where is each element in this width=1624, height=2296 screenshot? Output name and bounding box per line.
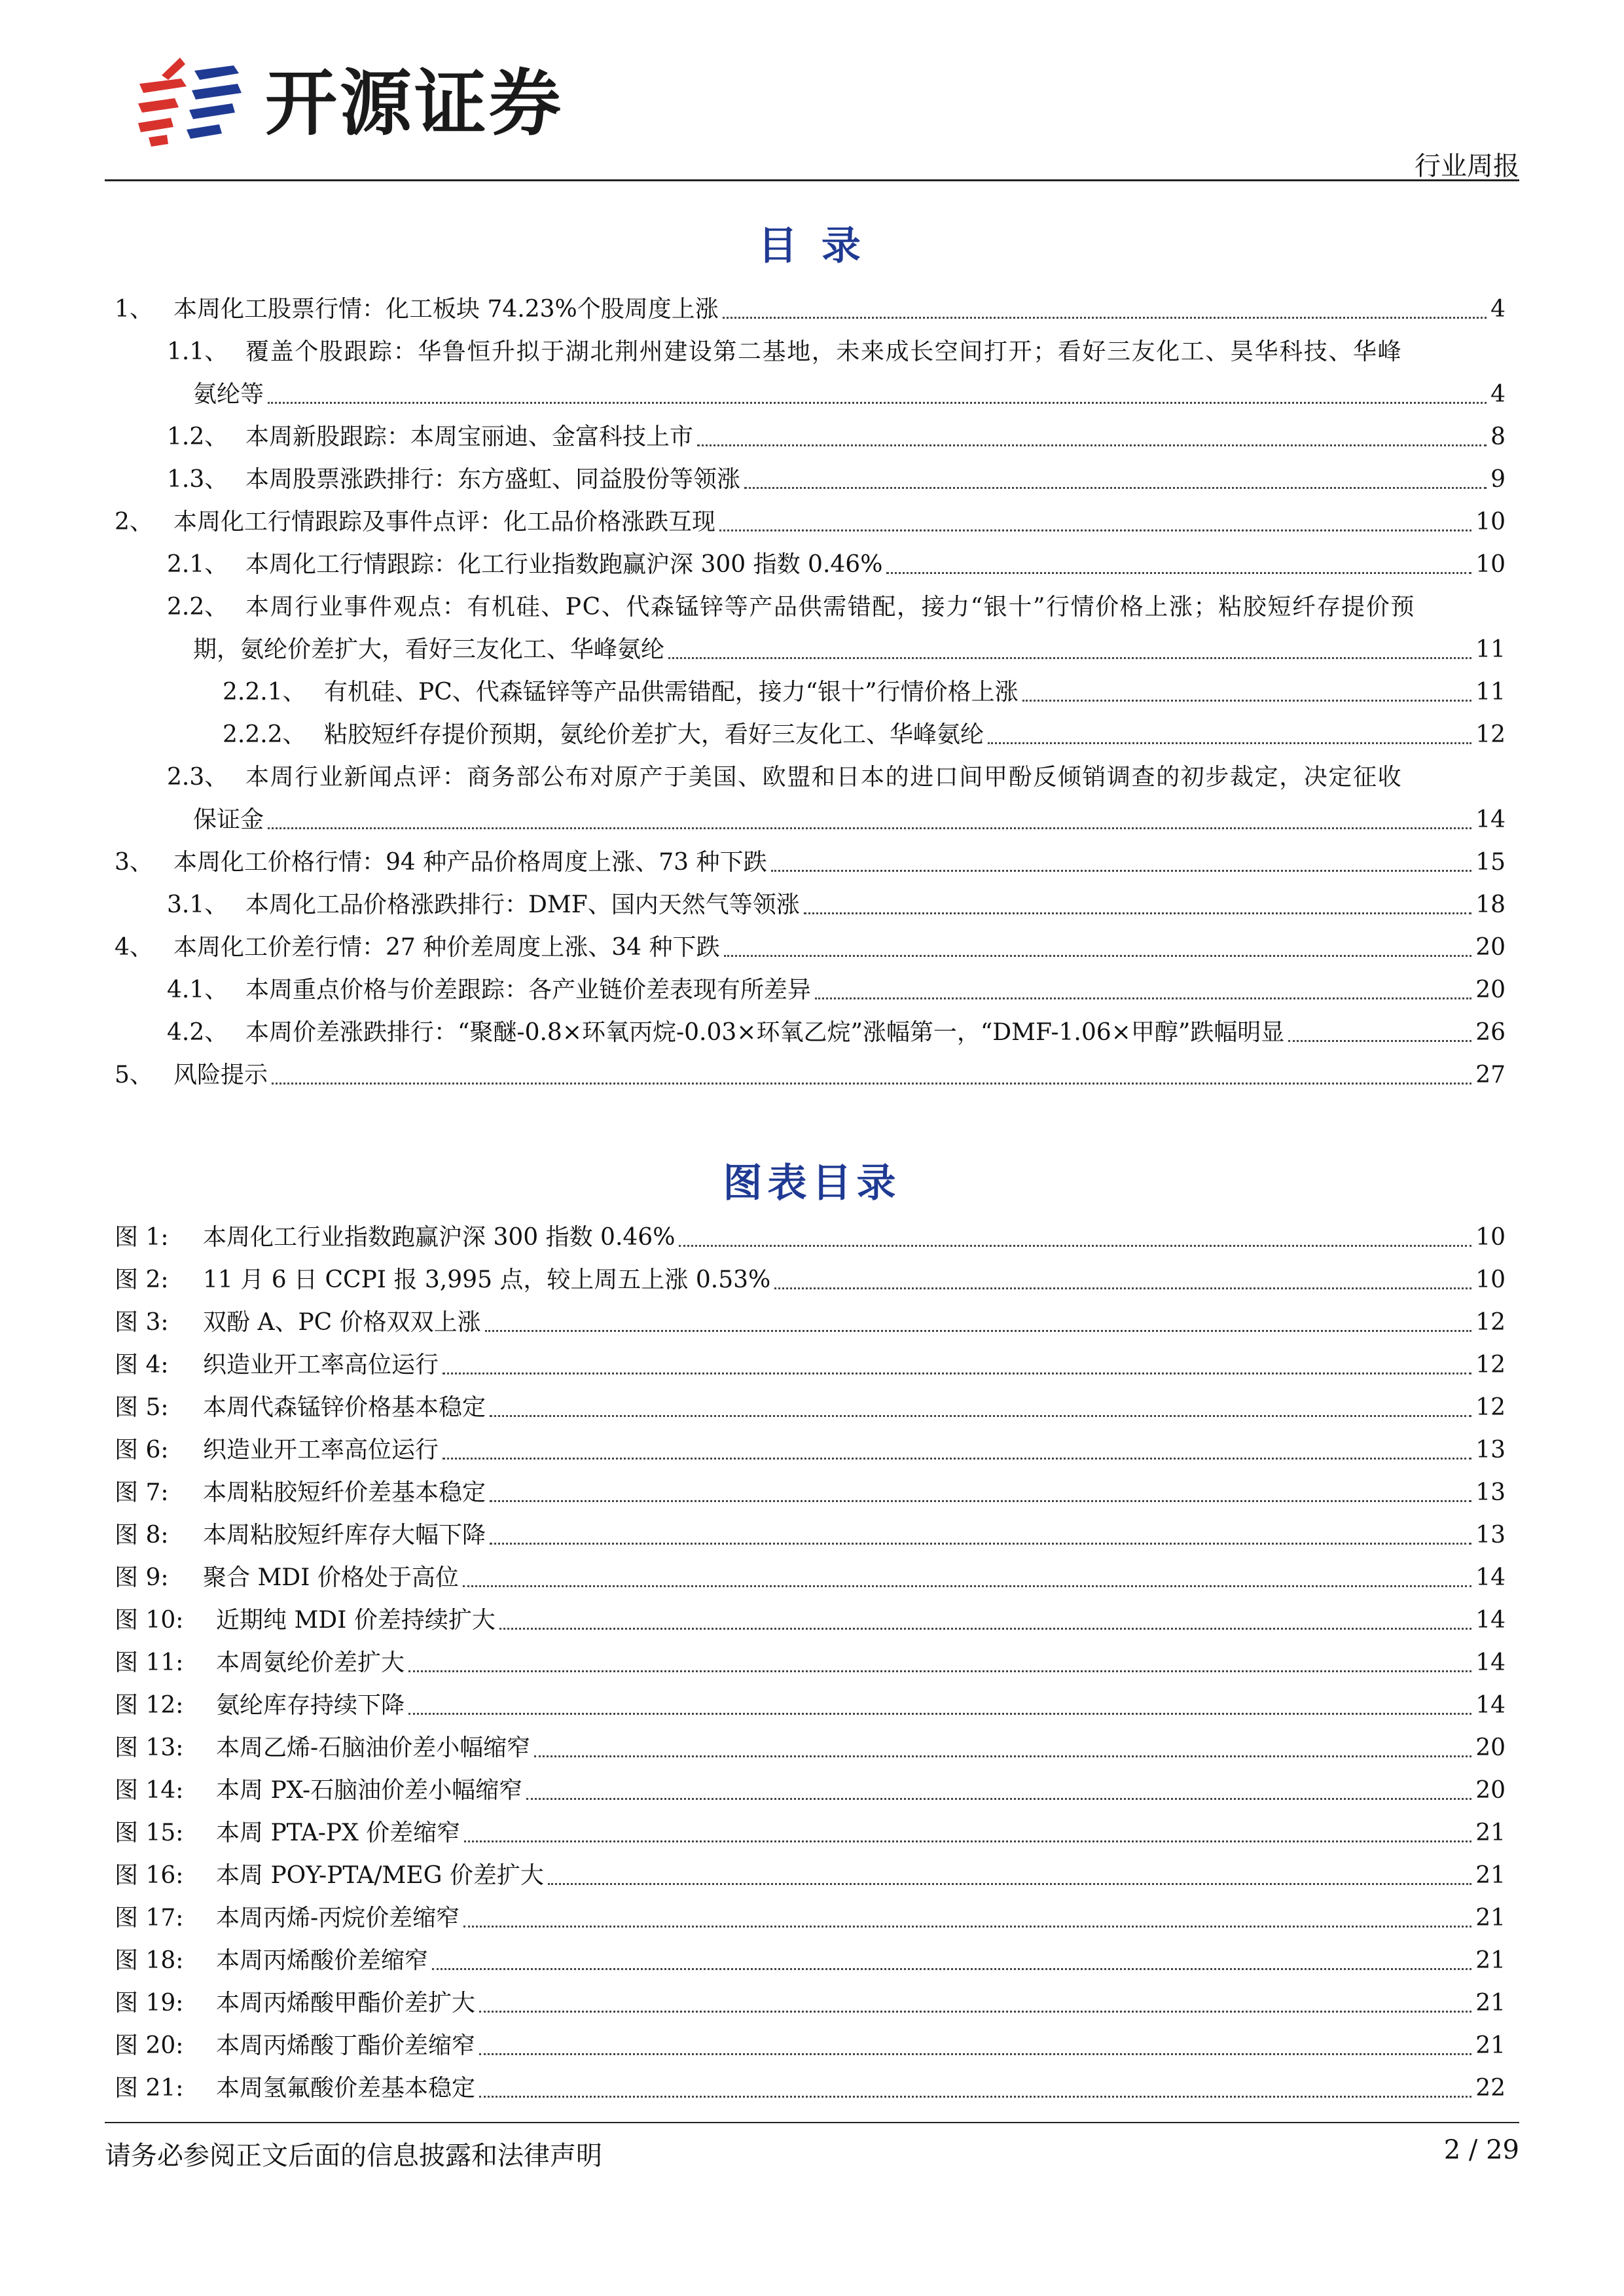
toc-entry[interactable] xyxy=(115,756,1506,841)
dot-leader xyxy=(490,1415,1471,1417)
dot-leader xyxy=(1022,700,1472,702)
toc-entry-body xyxy=(245,416,1506,458)
toc-entry-page: 18 xyxy=(1475,891,1506,918)
toc-entry-body xyxy=(173,1054,1506,1096)
toc-entry-number: 3.1、 xyxy=(167,891,228,918)
figure-entry-page: 14 xyxy=(1475,1692,1506,1719)
dot-leader xyxy=(723,317,1487,319)
toc-entry-title: 本周行业新闻点评：商务部公布对原产于美国、欧盟和日本的进口间甲酚反倾销调查的初步裁定，决定征收 xyxy=(245,764,1403,791)
toc-entry-title: 本周新股跟踪：本周宝丽迪、金富科技上市 xyxy=(245,423,694,450)
figure-entry-number: 图 7: xyxy=(115,1479,169,1506)
toc-entry-title: 本周股票涨跌排行：东方盛虹、同益股份等领涨 xyxy=(245,466,741,493)
figure-entry-page: 12 xyxy=(1475,1309,1506,1336)
toc-entry-number: 2.1、 xyxy=(167,551,228,578)
toc-entry-number: 2.3、 xyxy=(167,764,228,791)
figure-entry-number: 图 9: xyxy=(115,1564,169,1591)
figure-entry-page: 22 xyxy=(1475,2075,1506,2102)
figure-entry-number: 图 20: xyxy=(115,2032,184,2059)
figure-entry-title: 本周 POY-PTA/MEG 价差扩大 xyxy=(216,1862,544,1889)
dot-leader xyxy=(988,742,1471,744)
dot-leader xyxy=(479,2096,1471,2098)
figure-entry-page: 21 xyxy=(1475,1947,1506,1974)
figure-entry[interactable] xyxy=(115,2067,1506,2109)
figure-entry-body xyxy=(203,1216,1506,1259)
report-type-label: 行业周报 xyxy=(1415,151,1519,181)
figure-entry-title: 本周氢氟酸价差基本稳定 xyxy=(216,2075,476,2102)
figure-entry[interactable] xyxy=(115,1386,1506,1429)
dot-leader xyxy=(499,1628,1471,1630)
figure-entry[interactable] xyxy=(115,1471,1506,1514)
toc-entry-number: 1.3、 xyxy=(167,466,228,493)
dot-leader xyxy=(526,1798,1471,1800)
company-name: 开源证券 xyxy=(265,62,564,145)
dot-leader xyxy=(464,1840,1471,1842)
figure-entry[interactable] xyxy=(115,1727,1506,1769)
figure-entry-title: 本周 PX-石脑油价差小幅缩窄 xyxy=(216,1777,523,1804)
toc-entry[interactable] xyxy=(115,713,1506,756)
toc-entry-number: 4.1、 xyxy=(167,977,228,1003)
figure-entry-page: 12 xyxy=(1475,1394,1506,1421)
toc-entry-title: 本周化工价格行情：94 种产品价格周度上涨、73 种下跌 xyxy=(173,849,767,876)
page-number: 2 / 29 xyxy=(1443,2135,1519,2165)
dot-leader xyxy=(724,955,1472,957)
figure-entry-number: 图 8: xyxy=(115,1522,169,1549)
figure-entry-body xyxy=(216,1982,1506,2024)
toc-entry-page: 20 xyxy=(1475,977,1506,1003)
toc-entry-page: 10 xyxy=(1475,551,1506,578)
toc-entry-title-cont: 氨纶等 xyxy=(193,381,264,408)
toc-entry-page: 27 xyxy=(1475,1062,1506,1088)
figure-entry-body xyxy=(203,1259,1506,1301)
toc-entry[interactable] xyxy=(115,543,1506,586)
figure-entry[interactable] xyxy=(115,1514,1506,1556)
figure-entry-page: 14 xyxy=(1475,1607,1506,1634)
dot-leader xyxy=(268,827,1471,829)
figure-entry-page: 20 xyxy=(1475,1777,1506,1804)
figure-entry-body xyxy=(203,1344,1506,1386)
figure-entry[interactable] xyxy=(115,1216,1506,1259)
toc-entry-number: 4.2、 xyxy=(167,1019,228,1046)
toc-entry-number: 2.2.2、 xyxy=(223,721,306,748)
figure-entry-body xyxy=(216,2024,1506,2067)
header-divider xyxy=(105,179,1519,181)
figure-entry-title: 本周 PTA-PX 价差缩窄 xyxy=(216,1820,461,1846)
toc-entry-page: 4 xyxy=(1490,381,1506,408)
toc-entry-body xyxy=(173,288,1506,331)
figure-list xyxy=(115,1216,1506,2109)
dot-leader xyxy=(744,487,1487,489)
figure-entry[interactable] xyxy=(115,1769,1506,1812)
figure-entry-page: 10 xyxy=(1475,1224,1506,1251)
figure-entry-title: 本周代森锰锌价格基本稳定 xyxy=(203,1394,486,1421)
figure-entry-number: 图 15: xyxy=(115,1820,184,1846)
toc-entry-body xyxy=(245,543,1506,586)
figure-entry-page: 13 xyxy=(1475,1437,1506,1463)
figure-entry-body xyxy=(216,2067,1506,2109)
toc-entry-title: 本周化工行情跟踪及事件点评：化工品价格涨跌互现 xyxy=(173,509,716,535)
dot-leader xyxy=(771,870,1472,872)
figure-entry-number: 图 5: xyxy=(115,1394,169,1421)
toc-entry[interactable] xyxy=(115,1054,1506,1096)
toc-entry-number: 3、 xyxy=(115,849,153,876)
figure-entry-number: 图 17: xyxy=(115,1905,184,1931)
figure-entry-page: 21 xyxy=(1475,1820,1506,1846)
figure-entry[interactable] xyxy=(115,1259,1506,1301)
toc-entry-number: 1.2、 xyxy=(167,423,228,450)
figure-entry-body xyxy=(216,1769,1506,1812)
toc-entry-body xyxy=(245,884,1506,926)
figure-entry-title: 本周丙烯酸价差缩窄 xyxy=(216,1947,429,1974)
dot-leader xyxy=(442,1458,1471,1460)
toc-entry-body xyxy=(245,969,1506,1011)
figure-entry-title: 本周氨纶价差扩大 xyxy=(216,1649,405,1676)
toc-entry[interactable] xyxy=(115,926,1506,969)
figure-entry-number: 图 2: xyxy=(115,1266,169,1293)
toc-entry[interactable] xyxy=(115,969,1506,1011)
figure-entry-body xyxy=(216,1939,1506,1982)
table-of-contents xyxy=(115,288,1506,1096)
figure-entry[interactable] xyxy=(115,2024,1506,2067)
figure-entry-page: 13 xyxy=(1475,1479,1506,1506)
figure-entry-page: 21 xyxy=(1475,2032,1506,2059)
toc-entry-page: 11 xyxy=(1475,636,1506,663)
toc-entry[interactable] xyxy=(115,331,1506,416)
toc-entry-title: 风险提示 xyxy=(173,1062,268,1088)
toc-entry-number: 2、 xyxy=(115,509,153,535)
figure-entry-title: 本周化工行业指数跑赢沪深 300 指数 0.46% xyxy=(203,1224,676,1251)
figure-entry[interactable] xyxy=(115,1812,1506,1854)
toc-entry-page: 15 xyxy=(1475,849,1506,876)
footer-disclaimer: 请务必参阅正文后面的信息披露和法律声明 xyxy=(105,2141,602,2171)
toc-entry-page: 4 xyxy=(1490,296,1506,323)
toc-entry-number: 2.2、 xyxy=(167,594,228,620)
figure-entry[interactable] xyxy=(115,1429,1506,1471)
figure-entry-page: 13 xyxy=(1475,1522,1506,1549)
figure-entry-title: 本周丙烯酸丁酯价差缩窄 xyxy=(216,2032,476,2059)
figure-entry-number: 图 1: xyxy=(115,1224,169,1251)
figure-entry-number: 图 3: xyxy=(115,1309,169,1336)
toc-entry[interactable] xyxy=(115,586,1506,671)
toc-entry[interactable] xyxy=(115,416,1506,458)
figure-entry-number: 图 21: xyxy=(115,2075,184,2102)
toc-entry-body xyxy=(245,458,1506,501)
toc-entry-page: 12 xyxy=(1475,721,1506,748)
figure-entry-page: 14 xyxy=(1475,1564,1506,1591)
figure-entry-number: 图 18: xyxy=(115,1947,184,1974)
figure-entry-title: 本周丙烯-丙烷价差缩窄 xyxy=(216,1905,460,1931)
toc-entry-body xyxy=(173,926,1506,969)
toc-entry-number: 1.1、 xyxy=(167,338,228,365)
figure-entry-body xyxy=(203,1556,1506,1599)
figure-entry-title: 近期纯 MDI 价差持续扩大 xyxy=(216,1607,496,1634)
figure-entry-number: 图 19: xyxy=(115,1990,184,2017)
dot-leader xyxy=(490,1543,1471,1545)
toc-entry-number: 4、 xyxy=(115,934,153,961)
dot-leader xyxy=(485,1330,1472,1332)
figure-entry-page: 14 xyxy=(1475,1649,1506,1676)
dot-leader xyxy=(548,1883,1471,1885)
toc-entry[interactable] xyxy=(115,288,1506,331)
toc-entry-page: 20 xyxy=(1475,934,1506,961)
figure-entry-body xyxy=(216,1684,1506,1727)
figure-entry-body xyxy=(203,1301,1506,1344)
toc-entry-title: 本周重点价格与价差跟踪：各产业链价差表现有所差异 xyxy=(245,977,812,1003)
figure-entry-number: 图 11: xyxy=(115,1649,184,1676)
dot-leader xyxy=(442,1372,1471,1374)
dot-leader xyxy=(268,402,1487,404)
dot-leader xyxy=(463,1926,1471,1928)
dot-leader xyxy=(719,529,1471,531)
toc-entry-line2 xyxy=(193,798,1506,841)
dot-leader xyxy=(490,1500,1471,1502)
figure-entry-title: 聚合 MDI 价格处于高位 xyxy=(203,1564,459,1591)
figure-entry-body xyxy=(216,1599,1506,1641)
kaiyuan-logo-icon xyxy=(134,52,242,151)
figure-entry[interactable] xyxy=(115,1344,1506,1386)
figure-entry[interactable] xyxy=(115,1939,1506,1982)
figure-entry-number: 图 6: xyxy=(115,1437,169,1463)
toc-entry[interactable] xyxy=(115,458,1506,501)
figure-entry[interactable] xyxy=(115,1897,1506,1939)
dot-leader xyxy=(534,1755,1471,1757)
dot-leader xyxy=(408,1713,1471,1715)
dot-leader xyxy=(804,912,1471,914)
figure-entry-number: 图 16: xyxy=(115,1862,184,1889)
figure-entry[interactable] xyxy=(115,1641,1506,1684)
toc-entry-body xyxy=(173,501,1506,543)
figure-entry-title: 本周丙烯酸甲酯价差扩大 xyxy=(216,1990,476,2017)
dot-leader xyxy=(463,1585,1471,1587)
figure-entry-page: 12 xyxy=(1475,1352,1506,1378)
toc-entry[interactable] xyxy=(115,671,1506,713)
dot-leader xyxy=(815,997,1471,999)
figure-entry-number: 图 14: xyxy=(115,1777,184,1804)
figure-entry-title: 本周乙烯-石脑油价差小幅缩窄 xyxy=(216,1734,531,1761)
figure-entry-body xyxy=(203,1514,1506,1556)
toc-entry[interactable] xyxy=(115,884,1506,926)
toc-entry-body xyxy=(324,671,1506,713)
toc-entry-number: 2.2.1、 xyxy=(223,679,306,706)
dot-leader xyxy=(668,657,1471,659)
figure-entry-title: 氨纶库存持续下降 xyxy=(216,1692,405,1719)
toc-entry-page: 14 xyxy=(1475,806,1506,833)
dot-leader xyxy=(479,2053,1471,2055)
toc-entry-body xyxy=(173,841,1506,884)
dot-leader xyxy=(1288,1040,1471,1042)
toc-entry-title: 本周价差涨跌排行：“聚醚-0.8×环氧丙烷-0.03×环氧乙烷”涨幅第一，“DMF-1.06×甲醇”跌幅明显 xyxy=(245,1019,1285,1046)
figure-entry-body xyxy=(216,1812,1506,1854)
figure-entry-page: 20 xyxy=(1475,1734,1506,1761)
toc-entry-title-cont: 期，氨纶价差扩大，看好三友化工、华峰氨纶 xyxy=(193,636,665,663)
figure-entry-body xyxy=(203,1386,1506,1429)
toc-entry-title: 本周行业事件观点：有机硅、PC、代森锰锌等产品供需错配，接力“银十”行情价格上涨；粘胶短纤存提价预 xyxy=(245,594,1415,620)
figure-entry-body xyxy=(216,1727,1506,1769)
figure-entry-body xyxy=(216,1641,1506,1684)
toc-entry-title-cont: 保证金 xyxy=(193,806,264,833)
figure-entry[interactable] xyxy=(115,1301,1506,1344)
dot-leader xyxy=(679,1245,1471,1247)
figure-entry-title: 11 月 6 日 CCPI 报 3,995 点，较上周五上涨 0.53% xyxy=(203,1266,771,1293)
toc-entry-line2 xyxy=(193,628,1506,671)
toc-entry-title: 粘胶短纤存提价预期，氨纶价差扩大，看好三友化工、华峰氨纶 xyxy=(324,721,984,748)
toc-entry-body xyxy=(324,713,1506,756)
toc-entry[interactable] xyxy=(115,501,1506,543)
toc-entry-title: 覆盖个股跟踪：华鲁恒升拟于湖北荆州建设第二基地，未来成长空间打开；看好三友化工、昊华科技、华峰 xyxy=(245,338,1403,365)
figure-list-heading: 图表目录 xyxy=(723,1160,901,1206)
figure-entry[interactable] xyxy=(115,1556,1506,1599)
toc-entry-title: 有机硅、PC、代森锰锌等产品供需错配，接力“银十”行情价格上涨 xyxy=(324,679,1019,706)
figure-entry-number: 图 10: xyxy=(115,1607,184,1634)
figure-entry[interactable] xyxy=(115,1982,1506,2024)
toc-entry-body xyxy=(245,1011,1506,1054)
toc-entry-title: 本周化工股票行情：化工板块 74.23%个股周度上涨 xyxy=(173,296,719,323)
dot-leader xyxy=(886,572,1471,574)
figure-entry[interactable] xyxy=(115,1684,1506,1727)
figure-entry-page: 21 xyxy=(1475,1990,1506,2017)
figure-entry-title: 织造业开工率高位运行 xyxy=(203,1352,439,1378)
figure-entry[interactable] xyxy=(115,1854,1506,1897)
figure-entry-number: 图 12: xyxy=(115,1692,184,1719)
toc-entry-page: 8 xyxy=(1490,423,1506,450)
figure-entry-body xyxy=(203,1471,1506,1514)
toc-entry-number: 1、 xyxy=(115,296,153,323)
figure-entry-number: 图 4: xyxy=(115,1352,169,1378)
toc-heading: 目 录 xyxy=(758,223,866,269)
figure-entry-title: 本周粘胶短纤价差基本稳定 xyxy=(203,1479,486,1506)
figure-entry[interactable] xyxy=(115,1599,1506,1641)
toc-entry[interactable] xyxy=(115,1011,1506,1054)
toc-entry-title: 本周化工行情跟踪：化工行业指数跑赢沪深 300 指数 0.46% xyxy=(245,551,883,578)
figure-entry-body xyxy=(203,1429,1506,1471)
toc-entry-number: 5、 xyxy=(115,1062,153,1088)
toc-entry-line2 xyxy=(193,373,1506,416)
toc-entry[interactable] xyxy=(115,841,1506,884)
dot-leader xyxy=(408,1670,1471,1672)
dot-leader xyxy=(272,1083,1471,1085)
figure-entry-number: 图 13: xyxy=(115,1734,184,1761)
figure-entry-page: 21 xyxy=(1475,1862,1506,1889)
toc-entry-page: 11 xyxy=(1475,679,1506,706)
toc-entry-page: 9 xyxy=(1490,466,1506,493)
figure-entry-body xyxy=(216,1897,1506,1939)
figure-entry-title: 织造业开工率高位运行 xyxy=(203,1437,439,1463)
figure-entry-page: 21 xyxy=(1475,1905,1506,1931)
company-logo xyxy=(134,52,605,151)
dot-leader xyxy=(479,2011,1471,2013)
dot-leader xyxy=(432,1968,1471,1970)
figure-entry-body xyxy=(216,1854,1506,1897)
footer-divider xyxy=(105,2122,1519,2123)
figure-entry-title: 本周粘胶短纤库存大幅下降 xyxy=(203,1522,486,1549)
figure-entry-title: 双酚 A、PC 价格双双上涨 xyxy=(203,1309,481,1336)
dot-leader xyxy=(774,1287,1471,1289)
toc-entry-title: 本周化工品价格涨跌排行：DMF、国内天然气等领涨 xyxy=(245,891,800,918)
dot-leader xyxy=(697,444,1487,446)
toc-entry-title: 本周化工价差行情：27 种价差周度上涨、34 种下跌 xyxy=(173,934,720,961)
figure-entry-page: 10 xyxy=(1475,1266,1506,1293)
toc-entry-page: 26 xyxy=(1475,1019,1506,1046)
toc-entry-page: 10 xyxy=(1475,509,1506,535)
